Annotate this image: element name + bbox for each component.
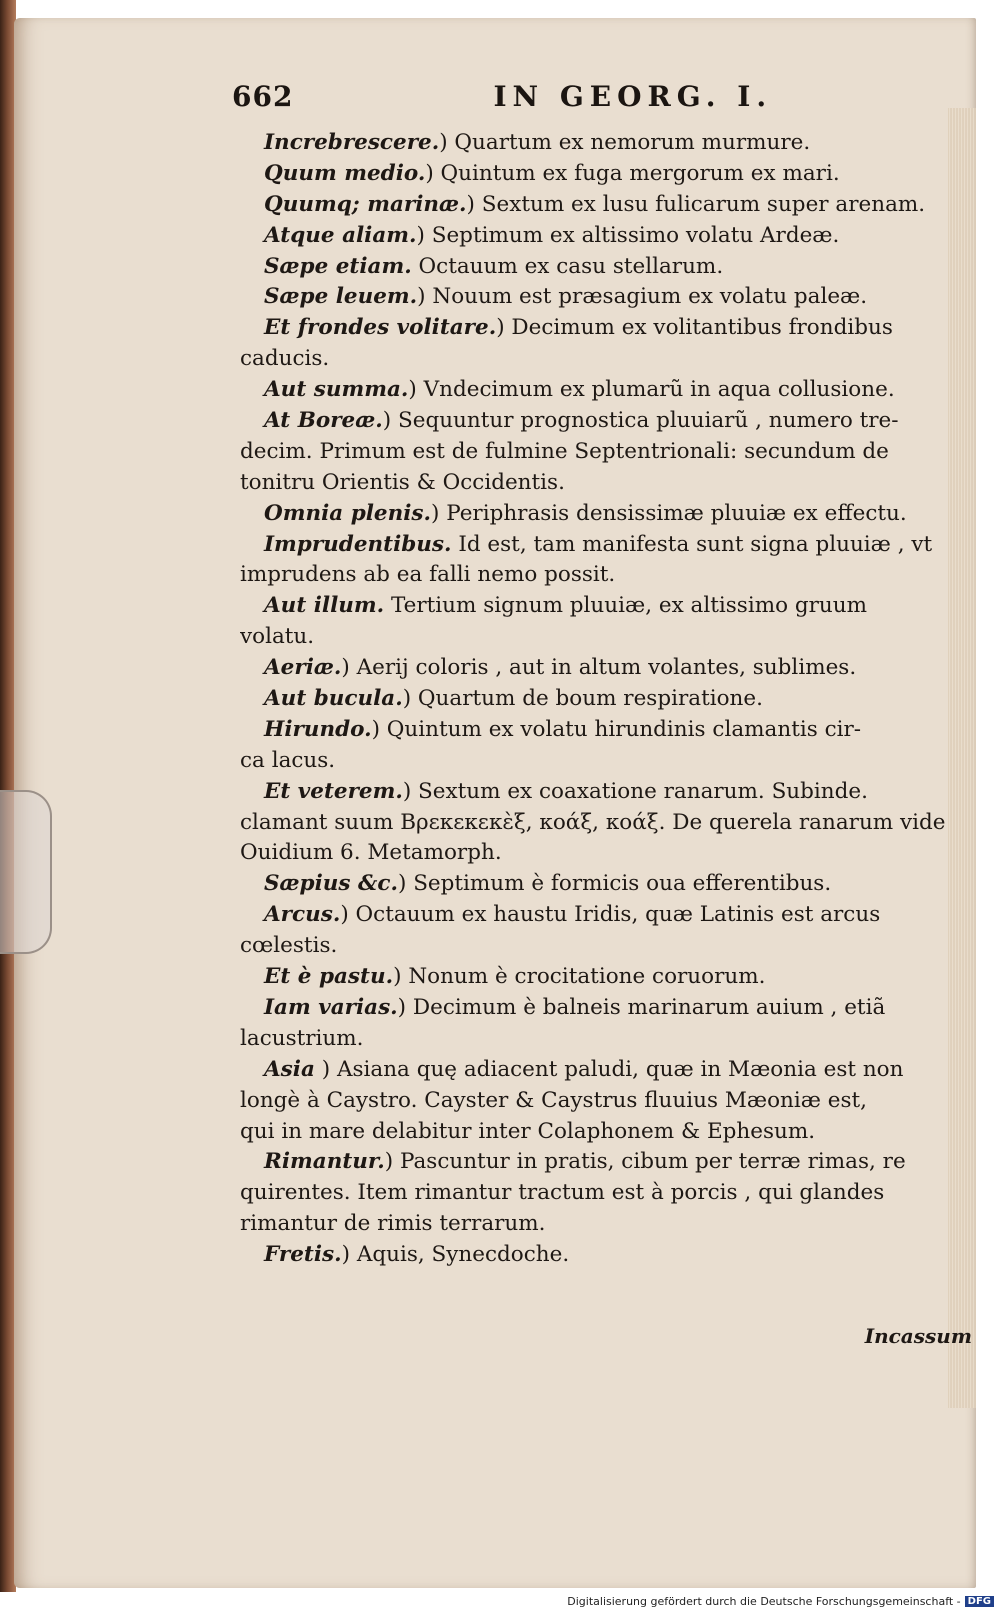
running-title: IN GEORG. I.: [493, 80, 773, 113]
lemma: At Boreæ.: [264, 408, 383, 434]
line-text: ) Nouum est præsagium ex volatu paleæ.: [417, 284, 868, 310]
lemma: Aut illum.: [264, 593, 385, 619]
line-text: decim. Primum est de fulmine Septentrionali: secundum de: [240, 438, 889, 464]
page-holder-clip: [0, 790, 52, 954]
lemma: Sæpe etiam.: [264, 253, 412, 279]
line-text: ) Sextum ex coaxatione ranarum. Subinde.: [402, 778, 868, 804]
text-line: [240, 746, 960, 777]
text-line: [240, 962, 960, 993]
text-line: [240, 715, 960, 746]
text-line: [240, 1240, 960, 1271]
text-line: [240, 1178, 960, 1209]
line-text: ) Quintum ex fuga mergorum ex mari.: [425, 160, 840, 186]
text-line: [240, 313, 960, 344]
lemma: Aut bucula.: [264, 686, 403, 712]
lemma: Iam varias.: [264, 994, 398, 1020]
text-line: [240, 282, 960, 313]
text-line: [240, 560, 960, 591]
lemma: Et veterem.: [264, 778, 403, 804]
text-line: [240, 1147, 960, 1178]
lemma: Rimantur.: [264, 1149, 385, 1175]
text-line: [240, 437, 960, 468]
lemma: Aeriæ.: [264, 655, 342, 681]
text-line: [240, 1209, 960, 1240]
text-line: [240, 622, 960, 653]
text-line: [240, 838, 960, 869]
catchword: Incassum: [864, 1324, 972, 1348]
line-text: ) Sequuntur prognostica pluuiarũ , numero tre-: [382, 408, 899, 434]
lemma: Imprudentibus.: [264, 531, 452, 557]
lemma: Sæpius &c.: [264, 871, 398, 897]
text-line: [240, 900, 960, 931]
line-text: ) Sextum ex lusu fulicarum super arenam.: [466, 191, 926, 217]
text-line: [240, 869, 960, 900]
text-line: [240, 159, 960, 190]
line-text: ) Aerij coloris , aut in altum volantes, sublimes.: [341, 655, 857, 681]
text-line: [240, 653, 960, 684]
line-text: ) Quintum ex volatu hirundinis clamantis cir-: [371, 716, 862, 742]
line-text: ) Periphrasis densissimæ pluuiæ ex effectu.: [430, 500, 907, 526]
page-number: 662: [232, 80, 294, 113]
text-line: [240, 777, 960, 808]
digitization-footer: [567, 1595, 994, 1608]
text-line: [240, 406, 960, 437]
line-text: quirentes. Item rimantur tractum est à porcis , qui glandes: [240, 1180, 885, 1206]
line-text: tonitru Orientis & Occidentis.: [240, 469, 565, 495]
line-text: clamant suum Βρεκεκεκὲξ, κοάξ, κοάξ. De querela ranarum vide: [240, 809, 946, 835]
text-line: [240, 221, 960, 252]
commentary-text: [240, 128, 960, 1271]
text-line: [240, 128, 960, 159]
line-text: volatu.: [240, 624, 315, 650]
line-text: ) Asiana quę adiacent paludi, quæ in Mæonia est non: [314, 1056, 904, 1082]
line-text: Ouidium 6. Metamorph.: [240, 840, 502, 866]
lemma: Aut summa.: [264, 377, 409, 403]
lemma: Asia: [264, 1056, 315, 1082]
line-text: ca lacus.: [240, 747, 336, 773]
text-line: [240, 993, 960, 1024]
line-text: Id est, tam manifesta sunt signa pluuiæ , vt: [451, 531, 933, 557]
line-text: ) Nonum è crocitatione coruorum.: [393, 964, 766, 990]
line-text: qui in mare delabitur inter Colaphonem & Ephesum.: [240, 1118, 816, 1144]
line-text: rimantur de rimis terrarum.: [240, 1211, 546, 1237]
line-text: ) Septimum ex altissimo volatu Ardeæ.: [416, 222, 840, 248]
lemma: Omnia plenis.: [264, 500, 431, 526]
text-line: [240, 1024, 960, 1055]
lemma: Fretis.: [264, 1242, 342, 1268]
line-text: ) Pascuntur in pratis, cibum per terræ rimas, re: [384, 1149, 906, 1175]
text-line: [240, 1086, 960, 1117]
text-line: [240, 591, 960, 622]
text-line: [240, 931, 960, 962]
text-line: [240, 530, 960, 561]
line-text: ) Aquis, Synecdoche.: [341, 1242, 570, 1268]
text-line: [240, 252, 960, 283]
line-text: ) Quartum de boum respiratione.: [402, 686, 763, 712]
text-line: [240, 684, 960, 715]
text-line: [240, 468, 960, 499]
lemma: Et è pastu.: [264, 964, 394, 990]
line-text: longè à Caystro. Cayster & Caystrus fluuius Mæoniæ est,: [240, 1087, 868, 1113]
line-text: caducis.: [240, 346, 330, 372]
lemma: Increbrescere.: [264, 130, 440, 155]
lemma: Hirundo.: [264, 716, 372, 742]
line-text: ) Octauum ex haustu Iridis, quæ Latinis est arcus: [340, 902, 881, 928]
line-text: Tertium signum pluuiæ, ex altissimo gruum: [384, 593, 867, 619]
text-line: [240, 190, 960, 221]
text-line: [240, 375, 960, 406]
line-text: ) Decimum è balneis marinarum auium , etiã: [397, 994, 886, 1020]
line-text: ) Quartum ex nemorum murmure.: [439, 130, 811, 155]
line-text: cœlestis.: [240, 933, 338, 959]
text-line: [240, 1117, 960, 1148]
dfg-logo-icon: DFG: [965, 1596, 994, 1607]
lemma: Quum medio.: [264, 160, 426, 186]
line-text: ) Septimum è formicis oua efferentibus.: [397, 871, 832, 897]
line-text: Octauum ex casu stellarum.: [411, 253, 724, 279]
lemma: Atque aliam.: [264, 222, 417, 248]
text-line: [240, 1055, 960, 1086]
page-header: [232, 80, 832, 113]
lemma: Quumq; marinæ.: [264, 191, 467, 217]
line-text: ) Vndecimum ex plumarũ in aqua collusione.: [408, 377, 895, 403]
lemma: Arcus.: [264, 902, 341, 928]
text-line: [240, 499, 960, 530]
line-text: lacustrium.: [240, 1025, 364, 1051]
lemma: Et frondes volitare.: [264, 315, 497, 341]
lemma: Sæpe leuem.: [264, 284, 418, 310]
footer-credit: Digitalisierung gefördert durch die Deutsche Forschungsgemeinschaft -: [567, 1595, 961, 1608]
line-text: imprudens ab ea falli nemo possit.: [240, 562, 616, 588]
line-text: ) Decimum ex volitantibus frondibus: [496, 315, 893, 341]
text-line: [240, 808, 960, 839]
text-line: [240, 344, 960, 375]
